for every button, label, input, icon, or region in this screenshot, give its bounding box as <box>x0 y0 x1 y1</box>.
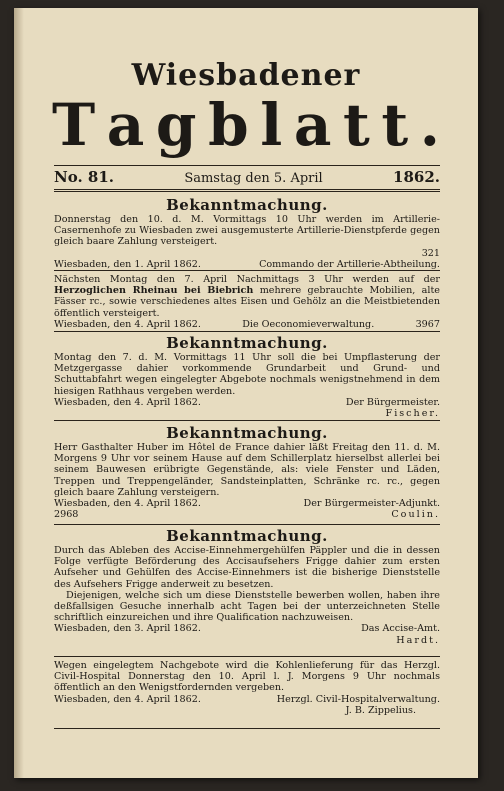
notice-place: Wiesbaden, den 4. April 1862. <box>54 318 201 330</box>
divider <box>54 524 440 525</box>
notice-body-text: Nächsten Montag den 7. April Nachmittags 3 Uhr werden auf der <box>54 274 440 285</box>
divider <box>54 656 440 657</box>
divider <box>54 728 440 729</box>
notice-signer-name: Coulin. <box>391 509 440 521</box>
divider <box>54 165 440 166</box>
notice-title: Bekanntmachung. <box>166 527 328 545</box>
notice-signer-title: Das Accise-Amt. <box>361 623 440 635</box>
masthead-letter: T <box>52 91 96 159</box>
notice-signer-name: J. B. Zippelius. <box>345 704 416 716</box>
issue-year: 1862. <box>393 168 440 186</box>
issue-date: Samstag den 5. April <box>184 171 323 186</box>
masthead-letter: t <box>381 91 409 159</box>
notice-signer-title: Der Bürgermeister-Adjunkt. <box>303 498 440 510</box>
notice-signature <box>54 319 440 330</box>
masthead-letter: b <box>208 91 249 159</box>
notice-place: Wiesbaden, den 4. April 1862. <box>54 498 201 510</box>
notice-body: Durch das Ableben des Accise-Einnehmergehülfen Päppler und die in dessen Folge verfügte Beförderung des Accisaufsehers Frigge dahier zum ersten Aufseher und Gehülfen des Accise-Einnehmers ist die bisherige Dienststelle des Aufsehers Frigge anderweit zu besetzen. <box>54 545 440 590</box>
notice-number: 321 <box>421 247 440 259</box>
notice-signature <box>54 694 440 705</box>
notice-body: Wegen eingelegtem Nachgebote wird die Kohlenlieferung für das Herzgl. Civil-Hospital Donnerstag den 10. April l. J. Morgens 9 Uhr nochmals öffentlich an den Wenigstfordernden vergeben. <box>54 660 440 694</box>
masthead-letter: a <box>106 91 145 159</box>
divider <box>54 189 440 192</box>
masthead-letter: t <box>343 91 370 159</box>
notice-signature <box>54 259 440 270</box>
notice-place: Wiesbaden, den 1. April 1862. <box>54 258 201 270</box>
notice-body <box>54 274 440 319</box>
notice-huber <box>54 424 440 520</box>
issue-number: No. 81. <box>54 168 114 186</box>
notice-signer-title: Herzgl. Civil-Hospitalverwaltung. <box>276 693 440 705</box>
masthead-tagblatt <box>52 91 440 159</box>
notice-title: Bekanntmachung. <box>166 196 328 214</box>
newspaper-page <box>14 8 478 778</box>
masthead-letter: a <box>293 91 332 159</box>
notice-body: Donnerstag den 10. d. M. Vormittags 10 Uhr werden im Artillerie-Casernenhofe zu Wiesbaden zwei ausgemusterte Artillerie-Dienstpferde gegen gleich baare Zahlung versteigert. <box>54 214 440 248</box>
notice-signer: Commando der Artillerie-Abtheilung. <box>259 258 440 270</box>
notice-signer: Die Oeconomieverwaltung. <box>242 318 375 330</box>
notice-body: Herr Gasthalter Huber im Hôtel de France dahier läßt Freitag den 11. d. M. Morgens 9 Uhr vor seinem Hause auf dem Schillerplatz hierselbst allerlei bei seinem Bauwesen erübrigte Gegenstände, als: viele Fenster und Läden, Treppen und Treppengeländer, Sandsteinplatten, Schränke rc. rc., gegen gleich baare Zahlung versteigern. <box>54 442 440 498</box>
notice-signature-2 <box>54 509 440 520</box>
issue-bar <box>54 168 440 186</box>
notice-signature <box>54 498 440 509</box>
masthead-title: Wiesbadener <box>131 58 361 93</box>
notice-place: Wiesbaden, den 3. April 1862. <box>54 623 201 635</box>
notice-artillery <box>54 196 440 270</box>
notice-place: Wiesbaden, den 4. April 1862. <box>54 396 201 408</box>
notice-title: Bekanntmachung. <box>166 334 328 352</box>
notice-signer-name: Fischer. <box>385 408 440 420</box>
notice-number: 3967 <box>415 318 440 330</box>
notice-signature <box>54 623 440 634</box>
masthead-letter: l <box>260 91 283 159</box>
notice-signer-title: Der Bürgermeister. <box>345 396 440 408</box>
notice-body: Diejenigen, welche sich um diese Dienststelle bewerben wollen, haben ihre deßfallsigen Gesuche innerhalb acht Tagen bei der unterzeichneten Stelle schriftlich einzureichen und ihre Qualification nachzuweisen. <box>54 589 440 624</box>
notice-body-bold: Herzoglichen Rheinau bei Biebrich <box>54 285 254 297</box>
notice-body: Montag den 7. d. M. Vormittags 11 Uhr soll die bei Umpflasterung der Metzgergasse dahier vorkommende Grundarbeit und Grund- und Schuttabfahrt wegen eingelegter Abgebote nochmals wenigstnehmend in dem hiesigen Rathhaus vergeben werden. <box>54 352 440 397</box>
notice-metzgergasse <box>54 334 440 419</box>
notice-accise <box>54 527 440 646</box>
notice-signature <box>54 397 440 408</box>
notice-number: 2968 <box>54 509 79 521</box>
masthead-letter: g <box>155 91 197 159</box>
notice-body-text: mehrere gebrauchte Mobilien, alte Fässer rc., sowie verschiedenes altes Eisen und Gehölz an die Meistbietenden öffentlich versteigert. <box>54 285 440 319</box>
notice-title: Bekanntmachung. <box>166 424 328 442</box>
notice-place: Wiesbaden, den 4. April 1862. <box>54 693 201 705</box>
masthead-letter: . <box>419 91 440 159</box>
divider <box>54 420 440 421</box>
notice-rheinau <box>54 274 440 330</box>
notice-hospital <box>54 660 440 716</box>
notice-signer-name: Hardt. <box>396 634 440 646</box>
divider <box>54 270 440 271</box>
divider <box>54 331 440 332</box>
